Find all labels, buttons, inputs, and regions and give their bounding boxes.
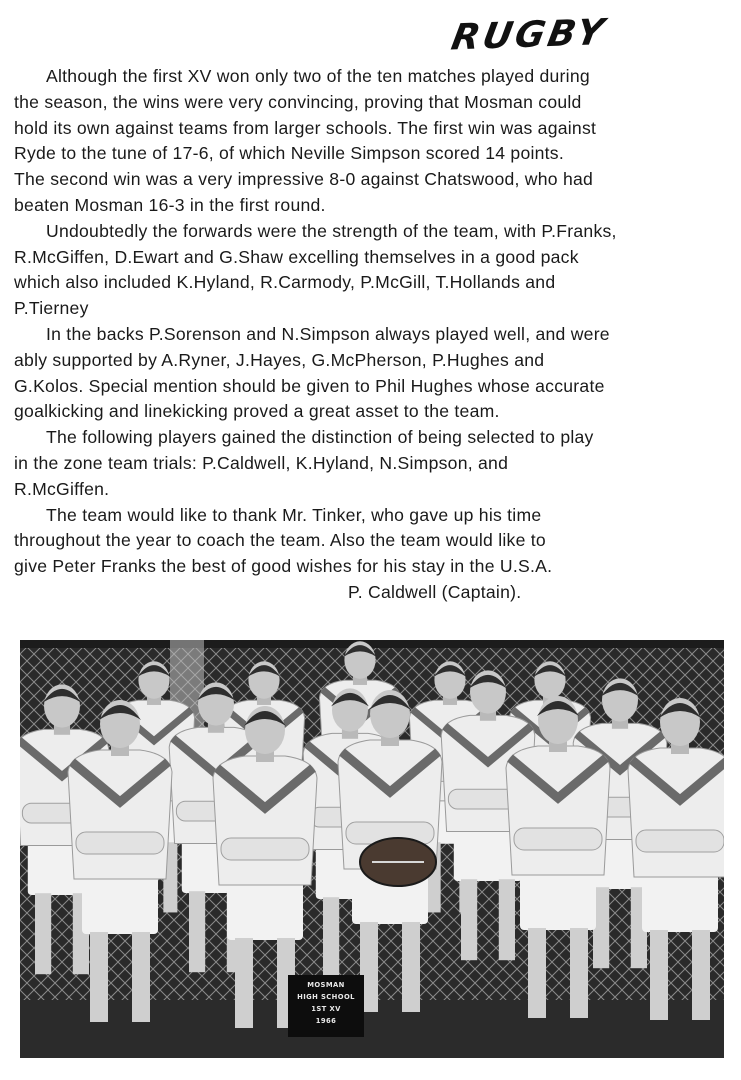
team-photo — [20, 640, 724, 1058]
text-line: goalkicking and linekicking proved a great asset to the team. — [14, 401, 500, 422]
signature: P. Caldwell (Captain). — [348, 581, 522, 602]
text-line: ably supported by A.Ryner, J.Hayes, G.McPherson, P.Hughes and — [14, 349, 545, 370]
text-line: In the backs P.Sorenson and N.Simpson always played well, and were — [46, 323, 610, 344]
player-shorts — [227, 880, 303, 940]
text-line: hold its own against teams from larger schools. The first win was against — [14, 117, 597, 138]
photo-caption-plaque — [288, 975, 364, 1037]
player-arms — [221, 838, 309, 860]
text-line: in the zone team trials: P.Caldwell, K.Hyland, N.Simpson, and — [14, 452, 509, 473]
player-arms — [514, 828, 602, 850]
plaque-line: HIGH SCHOOL — [297, 993, 355, 1001]
player-leg — [461, 879, 477, 960]
player-leg — [570, 928, 588, 1018]
player-leg — [499, 879, 515, 960]
player-shorts — [520, 870, 596, 930]
player-leg — [528, 928, 546, 1018]
text-line: The second win was a very impressive 8-0 against Chatswood, who had — [14, 169, 594, 190]
player-leg — [35, 893, 51, 974]
text-line: beaten Mosman 16-3 in the first round. — [14, 194, 326, 215]
player-leg — [132, 932, 150, 1022]
player-leg — [323, 897, 339, 978]
player-shorts — [82, 874, 158, 934]
plaque-line: MOSMAN — [307, 981, 345, 989]
text-line: R.McGiffen. — [14, 478, 110, 499]
player-leg — [235, 938, 253, 1028]
player-arms — [636, 830, 724, 852]
text-line: The team would like to thank Mr. Tinker, who gave up his time — [46, 504, 542, 525]
text-line: Undoubtedly the forwards were the strength of the team, with P.Franks, — [46, 220, 617, 241]
plaque-line: 1966 — [315, 1017, 337, 1025]
text-line: the season, the wins were very convincing, proving that Mosman could — [14, 91, 582, 112]
player-leg — [402, 922, 420, 1012]
plaque-line: 1ST XV — [311, 1005, 341, 1013]
player-leg — [90, 932, 108, 1022]
text-line: Ryde to the tune of 17-6, of which Neville Simpson scored 14 points. — [14, 143, 564, 164]
text-line: The following players gained the distinction of being selected to play — [46, 427, 594, 448]
text-line: Although the first XV won only two of the ten matches played during — [46, 66, 590, 86]
player-leg — [692, 930, 710, 1020]
player-leg — [650, 930, 668, 1020]
text-line: G.Kolos. Special mention should be given to Phil Hughes whose accurate — [14, 375, 605, 396]
player-arms — [76, 832, 164, 854]
text-line: R.McGiffen, D.Ewart and G.Shaw excelling themselves in a good pack — [14, 246, 579, 267]
text-line: P.Tierney — [14, 298, 89, 319]
text-line: throughout the year to coach the team. Also the team would like to — [14, 530, 546, 551]
player-leg — [189, 891, 205, 972]
text-line: give Peter Franks the best of good wishes for his stay in the U.S.A. — [14, 556, 553, 577]
article-body — [14, 64, 732, 606]
team-photo-illustration — [20, 640, 724, 1058]
player-shorts — [642, 872, 718, 932]
page-heading: RUGBY — [448, 12, 610, 59]
text-line: which also included K.Hyland, R.Carmody, P.McGill, T.Hollands and — [14, 272, 556, 293]
